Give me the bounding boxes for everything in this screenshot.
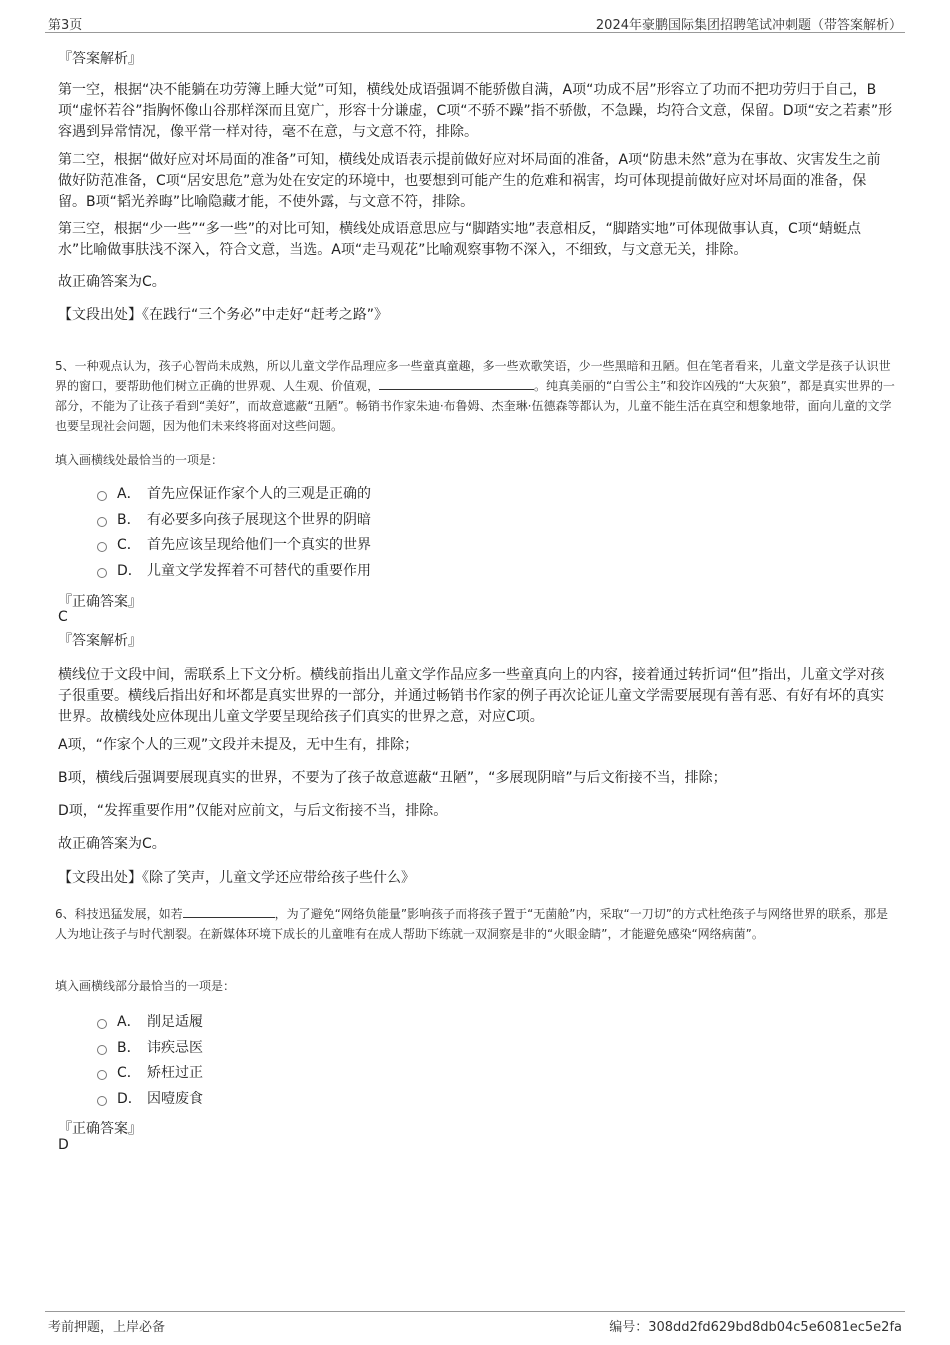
radio-icon[interactable] <box>97 517 107 527</box>
q5-option-c[interactable]: C． 首先应该呈现给他们一个真实的世界 <box>97 534 371 556</box>
q6-correct-answer: D <box>58 1137 69 1153</box>
radio-icon[interactable] <box>97 1070 107 1080</box>
q5-conclusion: 故正确答案为C。 <box>58 836 166 852</box>
q5-stem-part1: 5、一种观点认为，孩子心智尚未成熟，所以儿童文学作品理应多一些童真童趣，多一些欢歌笑语，少一些黑暗和丑陋。但在笔者看来，儿童文学是孩子认识世界的窗口，要帮助他们树立正确的世界观、人生观、价值观， <box>55 359 891 393</box>
radio-icon[interactable] <box>97 542 107 552</box>
q5-analysis-label: 『答案解析』 <box>58 633 142 649</box>
q5-prompt: 填入画横线处最恰当的一项是： <box>55 453 224 467</box>
q6-option-d[interactable]: D． 因噎废食 <box>97 1088 203 1110</box>
q6-prompt: 填入画横线部分最恰当的一项是： <box>55 979 236 993</box>
q5-correct-answer: C <box>58 609 68 625</box>
q6-option-b[interactable]: B． 讳疾忌医 <box>97 1037 203 1059</box>
q5-analysis-main: 横线位于文段中间，需联系上下文分析。横线前指出儿童文学作品应多一些童真向上的内容，接着通过转折词“但”指出，儿童文学对孩子很重要。横线后指出好和坏都是真实世界的一部分，并通过畅销书作家的例子再次论证儿童文学需要展现有善有恶、有好有坏的真实世界。故横线处应体现出儿童文学要呈现给孩子们真实的世界之意，对应C项。 <box>58 667 885 725</box>
q4-analysis-label: 『答案解析』 <box>58 51 142 67</box>
q4-analysis-blank2: 第二空，根据“做好应对坏局面的准备”可知，横线处成语表示提前做好应对坏局面的准备，A项“防患未然”意为在事故、灾害发生之前做好防范准备，C项“居安思危”意为处在安定的环境中，也要想到可能产生的危难和祸害，均可体现提前做好应对坏局面的准备，保留。B项“韬光养晦”比喻隐藏才能，不使外露，与文意不符，排除。 <box>58 152 881 210</box>
q6-correct-label: 『正确答案』 <box>58 1121 142 1137</box>
radio-icon[interactable] <box>97 1019 107 1029</box>
q5-stem-part2: 。纯真美丽的“白雪公主”和狡诈凶残的“大灰狼”，都是真实世界的一部分，不能为了让孩子看到“美好”，而故意遮蔽“丑陋”。畅销书作家朱迪·布鲁姆、杰奎琳·伍德森等都认为，儿童不能生活在真空和想象地带，面向儿童的文学也要呈现社会问题，因为他们未来终将面对这些问题。 <box>55 379 895 433</box>
document-title: 2024年豪鹏国际集团招聘笔试冲刺题（带答案解析） <box>595 18 902 33</box>
q5-blank-line <box>379 377 534 390</box>
q5-analysis-d: D项，“发挥重要作用”仅能对应前文，与后文衔接不当，排除。 <box>58 803 448 819</box>
document-code: 编号：308dd2fd629bd8db04c5e6081ec5e2fa <box>609 1320 902 1335</box>
radio-icon[interactable] <box>97 1096 107 1106</box>
q6-option-c[interactable]: C． 矫枉过正 <box>97 1062 203 1084</box>
q5-analysis-b: B项，横线后强调要展现真实的世界，不要为了孩子故意遮蔽“丑陋”，“多展现阴暗”与后文衔接不当，排除； <box>58 770 727 786</box>
q6-question-stem <box>55 904 895 944</box>
q5-option-a[interactable]: A． 首先应保证作家个人的三观是正确的 <box>97 483 371 505</box>
q6-blank-line <box>183 905 275 918</box>
q6-stem-part2: ，为了避免“网络负能量”影响孩子而将孩子置于“无菌舱”内，采取“一刀切”的方式杜绝孩子与网络世界的联系，那是人为地让孩子与时代割裂。在新媒体环境下成长的儿童唯有在成人帮助下练就一双洞察是非的“火眼金睛”，才能避免感染“网络病菌”。 <box>55 907 888 941</box>
q4-analysis-blank3: 第三空，根据“少一些”“多一些”的对比可知，横线处成语意思应与“脚踏实地”表意相反，“脚踏实地”可体现做事认真，C项“蜻蜓点水”比喻做事肤浅不深入，符合文意，当选。A项“走马观花”比喻观察事物不深入，不细致，与文意无关，排除。 <box>58 221 862 258</box>
q4-source: 【文段出处】《在践行“三个务必”中走好“赶考之路”》 <box>58 307 389 323</box>
q5-source: 【文段出处】《除了笑声，儿童文学还应带给孩子些什么》 <box>58 870 415 886</box>
radio-icon[interactable] <box>97 1045 107 1055</box>
q6-option-a[interactable]: A． 削足适履 <box>97 1011 203 1033</box>
q4-analysis-blank1: 第一空，根据“决不能躺在功劳簿上睡大觉”可知，横线处成语强调不能骄傲自满，A项“功成不居”形容立了功而不把功劳归于自己，B项“虚怀若谷”指胸怀像山谷那样深而且宽广，形容十分谦虚，C项“不骄不躁”指不骄傲，不急躁，均符合文意，保留。D项“安之若素”形容遇到异常情况，像平常一样对待，毫不在意，与文意不符，排除。 <box>58 82 893 140</box>
page-footer <box>45 1311 905 1340</box>
q6-stem-part1: 6、科技迅猛发展，如若 <box>55 907 183 921</box>
q5-correct-label: 『正确答案』 <box>58 594 142 610</box>
page-header <box>45 12 905 33</box>
q5-option-d[interactable]: D． 儿童文学发挥着不可替代的重要作用 <box>97 560 371 582</box>
q5-option-b[interactable]: B． 有必要多向孩子展现这个世界的阴暗 <box>97 509 371 531</box>
q5-analysis-a: A项，“作家个人的三观”文段并未提及，无中生有，排除； <box>58 737 419 753</box>
page-number: 第3页 <box>48 18 83 33</box>
q4-conclusion: 故正确答案为C。 <box>58 274 166 290</box>
radio-icon[interactable] <box>97 568 107 578</box>
q5-question-stem <box>55 356 895 436</box>
footer-slogan: 考前押题，上岸必备 <box>48 1320 166 1335</box>
radio-icon[interactable] <box>97 491 107 501</box>
